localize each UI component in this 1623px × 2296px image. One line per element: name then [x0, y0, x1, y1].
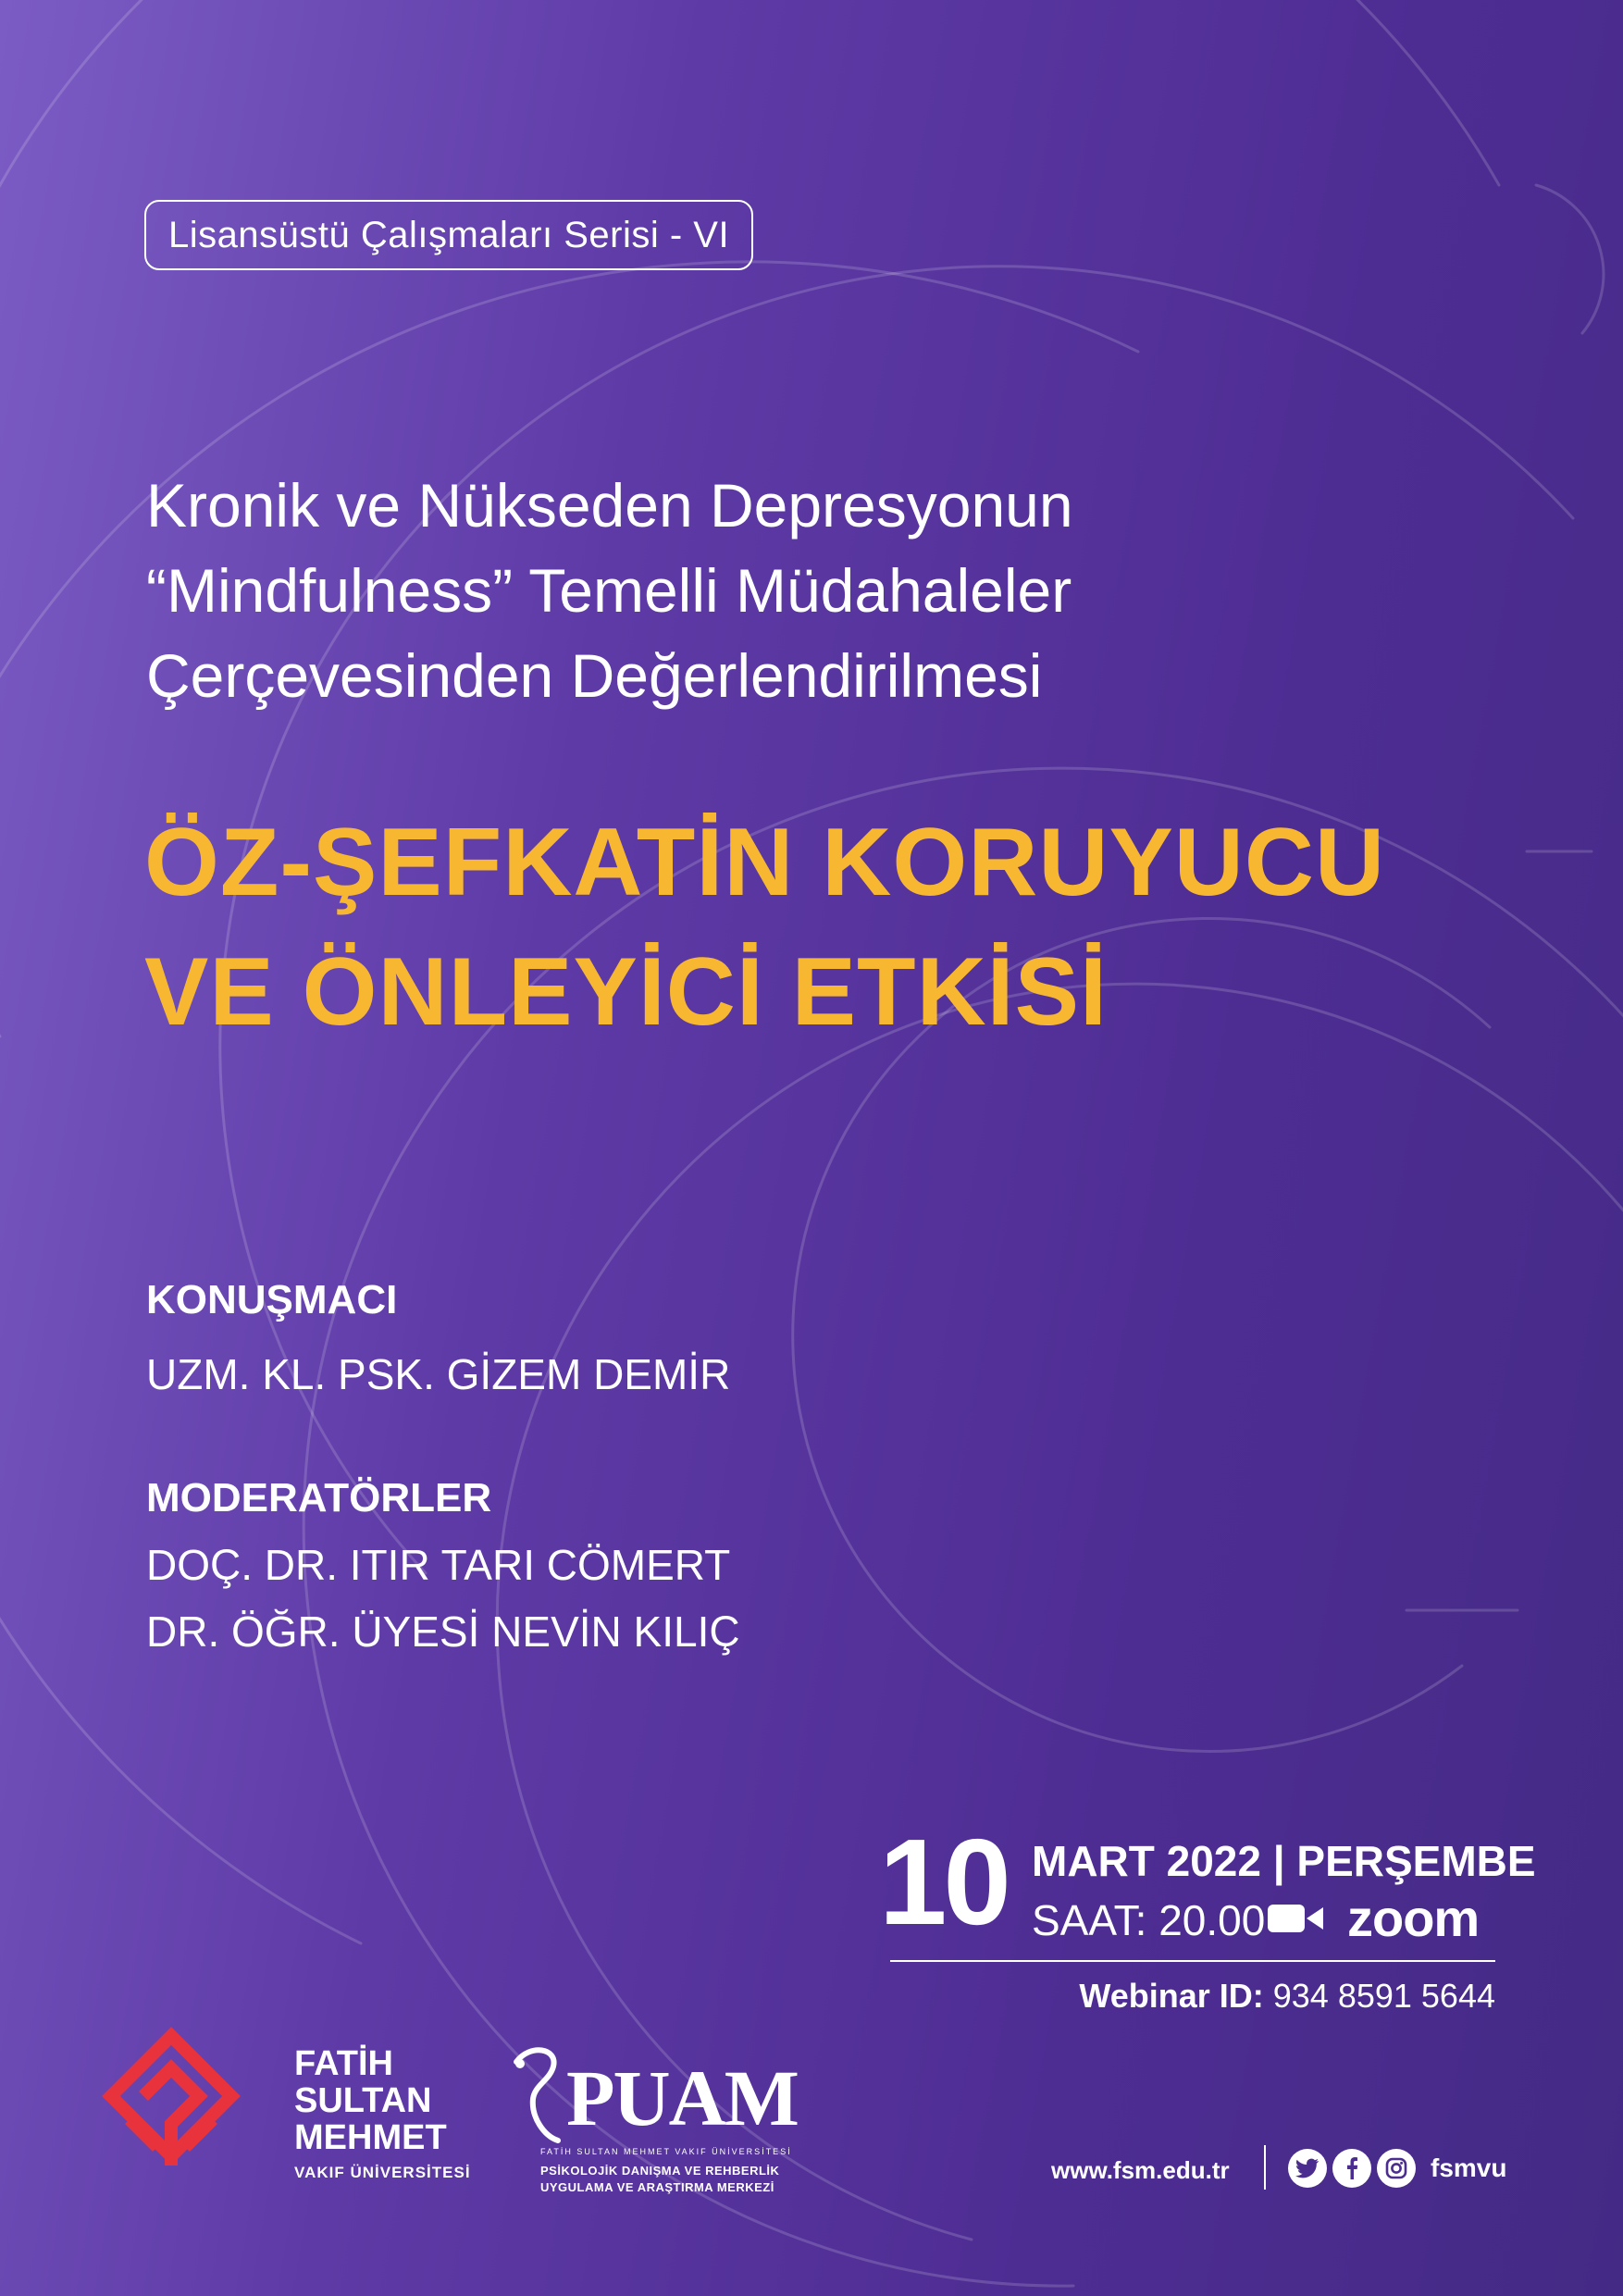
fsm-logo-icon	[102, 2027, 241, 2193]
talk-headline	[144, 798, 1385, 1057]
fsm-wordmark	[294, 2045, 447, 2156]
zoom-logo: zoom	[1347, 1889, 1480, 1947]
webinar-id-value: 934 8591 5644	[1272, 1977, 1495, 2015]
headline-line: ÖZ-ŞEFKATİN KORUYUCU	[144, 809, 1386, 916]
subtitle-line: Kronik ve Nükseden Depresyonun	[146, 471, 1073, 540]
talk-subtitle	[146, 463, 1073, 718]
moderator-name: DR. ÖĞR. ÜYESİ NEVİN KILIÇ	[146, 1607, 740, 1656]
fsm-line: SULTAN	[294, 2081, 432, 2120]
website-link[interactable]: www.fsm.edu.tr	[1051, 2156, 1230, 2184]
event-month-line: MART 2022 | PERŞEMBE	[1032, 1837, 1536, 1885]
webinar-label: Webinar ID:	[1079, 1977, 1264, 2015]
fsm-subtitle: VAKIF ÜNİVERSİTESİ	[294, 2164, 471, 2181]
puam-center-line: UYGULAMA VE ARAŞTIRMA MERKEZİ	[540, 2180, 774, 2194]
event-date-block	[879, 1814, 1536, 1969]
puam-center-line: PSİKOLOJİK DANIŞMA VE REHBERLİK	[540, 2164, 780, 2178]
series-badge: Lisansüstü Çalışmaları Serisi - VI	[144, 200, 753, 270]
subtitle-line: Çerçevesinden Değerlendirilmesi	[146, 641, 1043, 710]
speaker-name: UZM. KL. PSK. GİZEM DEMİR	[146, 1350, 731, 1398]
fsm-line: FATİH	[294, 2044, 393, 2083]
social-links	[1288, 2149, 1506, 2188]
subtitle-line: “Mindfulness” Temelli Müdahaleler	[146, 556, 1072, 625]
speaker-label: KONUŞMACI	[146, 1277, 398, 1322]
facebook-icon[interactable]	[1332, 2149, 1371, 2188]
instagram-icon[interactable]	[1377, 2149, 1416, 2188]
event-day: 10	[879, 1814, 1008, 1950]
webinar-id	[1079, 1977, 1495, 2016]
footer-divider	[1264, 2145, 1266, 2190]
puam-wordmark: PUAM	[566, 2054, 798, 2142]
moderators-label: MODERATÖRLER	[146, 1475, 492, 1520]
fsm-line: MEHMET	[294, 2118, 447, 2157]
event-time: SAAT: 20.00	[1032, 1896, 1266, 1944]
date-divider	[890, 1960, 1495, 1962]
headline-line: VE ÖNLEYİCİ ETKİSİ	[144, 938, 1108, 1046]
video-camera-icon	[1268, 1903, 1325, 1934]
puam-university-line: FATİH SULTAN MEHMET VAKIF ÜNİVERSİTESİ	[540, 2147, 792, 2156]
social-handle[interactable]: fsmvu	[1431, 2153, 1507, 2182]
moderator-name: DOÇ. DR. ITIR TARI CÖMERT	[146, 1541, 731, 1589]
twitter-icon[interactable]	[1288, 2149, 1327, 2188]
